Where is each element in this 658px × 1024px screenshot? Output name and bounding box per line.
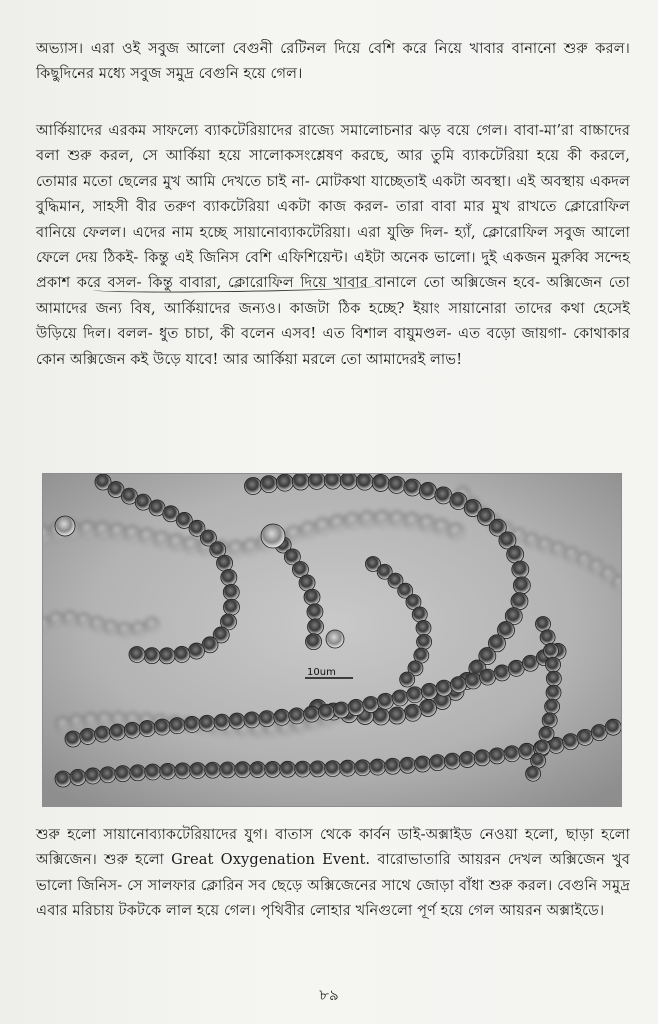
scale-bar-label: 10um [307, 667, 336, 678]
page-number: ৮৯ [319, 986, 339, 1004]
micrograph-image [43, 474, 621, 806]
paragraph-3: শুরু হলো সায়ানোব্যাকটেরিয়াদের যুগ। বাতাস থেকে কার্বন ডাই-অক্সাইড নেওয়া হলো, ছাড়া হলো অক্সিজেন। শুরু হলো Great Oxygenation Event. বারোভাতারি আয়রন দেখল অক্সিজেন খুব ভালো জিনিস- সে সালফার ক্লোরিন সব ছেড়ে অক্সিজেনের সাথে জোড়া বাঁধা শুরু করল। বেগুনি সমুদ্র এবার মরিচায় টকটকে লাল হয়ে গেল। পৃথিবীর লোহার খনিগুলো পূর্ণ হয়ে গেল আয়রন অক্সাইডে। [36, 826, 630, 920]
paragraph-1: অভ্যাস। এরা ওই সবুজ আলো বেগুনী রেটিনল দিয়ে বেশি করে নিয়ে খাবার বানানো শুরু করল। কিছুদিনের মধ্যে সবুজ সমুদ্র বেগুনি হয়ে গেল। [36, 40, 630, 83]
cyanobacteria-micrograph [42, 473, 622, 807]
paragraph-2: আর্কিয়াদের এরকম সাফল্যে ব্যাকটেরিয়াদের রাজ্যে সমালোচনার ঝড় বয়ে গেল। বাবা-মা’রা বাচ্চাদের বলা শুরু করল, সে আর্কিয়া হয়ে সালোকসংশ্লেষণ করছে, আর তুমি ব্যাকটেরিয়া হয়ে কী করলে, তোমার মতো ছেলের মুখ আমি দেখতে চাই না- মোটকথা যাচ্ছেতাই একটা অবস্থা। এই অবস্থায় একদল বুদ্ধিমান, সাহসী বীর তরুণ ব্যাকটেরিয়া একটা কাজ করল- তারা বাবা মার মুখ রাখতে ক্লোরোফিল বানিয়ে ফেলল। এদের নাম হচ্ছে সায়ানোব্যাকটেরিয়া। এরা যুক্তি দিল- হ্যাঁ, ক্লোরোফিল সবুজ আলো ফেলে দেয় ঠিকই- কিন্তু এই জিনিস বেশি এফিশিয়েন্ট। এইটা অনেক ভালো। দুই একজন মুরুব্বি সন্দেহ প্রকাশ করে বসল- কিন্তু বাবারা, ক্লোরোফিল দিয়ে খাবার বানালে তো অক্সিজেন হবে- অক্সিজেন তো আমাদের জন্য বিষ, আর্কিয়াদের জন্যও। কাজটা ঠিক হচ্ছে? ইয়াং সায়ানোরা তাদের কথা হেসেই উড়িয়ে দিল। বলল- ধুত চাচা, কী বলেন এসব! এত বিশাল বায়ুমণ্ডল- এত বড়ো জায়গা- কোথাকার কোন অক্সিজেন কই উড়ে যাবে! আর আর্কিয়া মরলে তো আমাদেরই লাভ! [36, 122, 630, 368]
